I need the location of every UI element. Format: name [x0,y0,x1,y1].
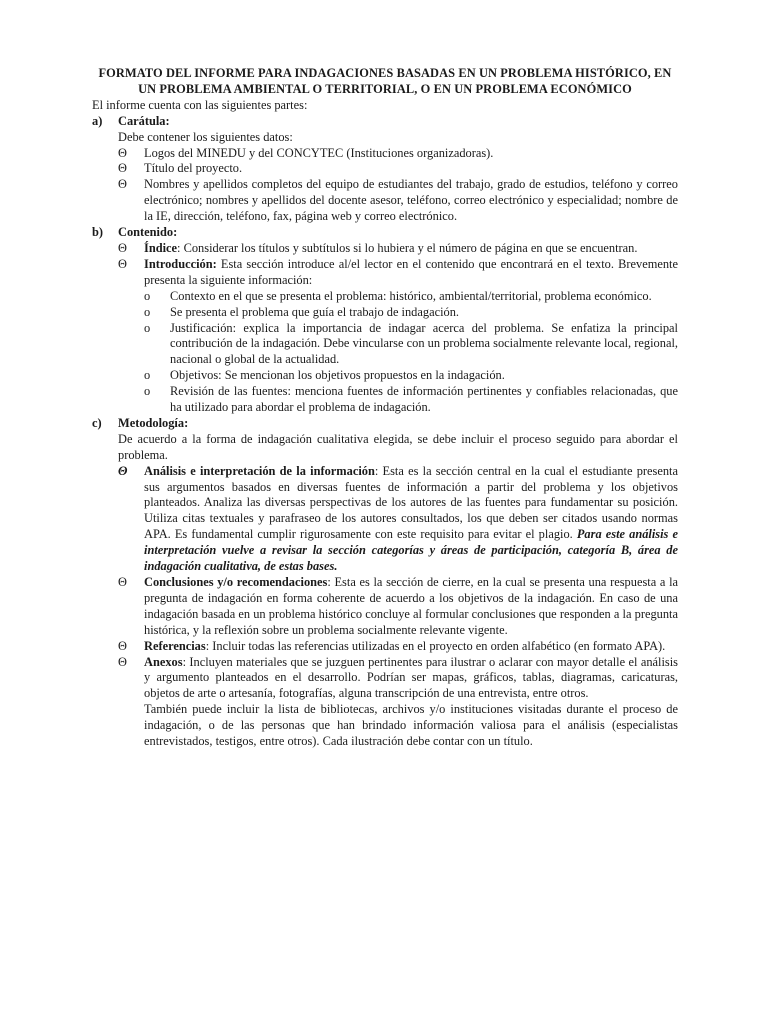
section-contenido [92,225,678,416]
o-bullet-icon: o [144,304,151,319]
emphasis-note: Para este análisis e interpretación vuelve a revisar la sección categorías y áreas de participación, categoría B, área de indagación cualitativa, de estas bases. [144,527,678,574]
list-item-text: Introducción: Esta sección introduce al/el lector en el contenido que encontrará en el texto. Brevemente presenta la siguiente información: o Contexto en el que se presenta el problema: histórico, ambiental/territorial, problema económico. o Se presenta el problema que guía el trabajo de indagación. o Justificación: explica la importancia de indagar acerca del problema. Se enfatiza la principal contribución de la indagación. Debe vincularse con un problema socialmente relevante local, regional, nacional o global de la actualidad. o Objetivos: Se mencionan los objetivos propuestos en la indagación. o Revisión de las fuentes: menciona fuentes de información pertinentes y confiables relacionadas, que ha utilizado para abordar el problema de indagación. [144,256,678,415]
sub-list-item [144,321,678,369]
section-caratula [92,114,678,225]
sub-list-item-text: Revisión de las fuentes: menciona fuentes de información pertinentes y confiables relacionadas, que ha utilizado para abordar el problema de indagación. [170,384,678,415]
sub-list-item-text: Justificación: explica la importancia de indagar acerca del problema. Se enfatiza la principal contribución de la indagación. Debe vincularse con un problema socialmente relevante local, regional, nacional o global de la actualidad. [170,320,678,367]
section-lead: Debe contener los siguientes datos: [118,129,293,144]
o-bullet-icon: o [144,320,151,335]
list-item [118,241,678,257]
term-anexos: Anexos [144,654,183,669]
sub-list-item [144,384,678,416]
list-item-text: Referencias: Incluir todas las referencias utilizadas en el proyecto en orden alfabético (en formato APA). [144,638,666,653]
theta-bullet-icon: Θ [118,638,127,653]
section-heading-text: Contenido: [118,225,178,240]
theta-bullet-icon: Θ [118,463,128,478]
o-bullet-icon: o [144,288,151,303]
list-item [118,464,678,575]
section-metodologia [92,416,678,750]
theta-bullet-icon: Θ [118,654,127,669]
list-item [118,146,678,162]
theta-bullet-icon: Θ [118,161,127,176]
o-bullet-icon: o [144,384,151,399]
section-heading [92,225,678,241]
sub-list-item [144,368,678,384]
theta-bullet-icon: Θ [118,240,127,255]
list-item-text: Logos del MINEDU y del CONCYTEC (Instituciones organizadoras). [144,145,494,160]
sub-list-item [144,305,678,321]
section-label: c) [92,415,102,430]
intro-line: El informe cuenta con las siguientes partes: [92,97,308,112]
list-item [118,575,678,639]
sub-list-item-text: Objetivos: Se mencionan los objetivos propuestos en la indagación. [170,368,505,383]
theta-bullet-icon: Θ [118,575,127,589]
document-page [92,66,678,750]
theta-bullet-icon: Θ [118,256,127,271]
list-item-text: Título del proyecto. [144,161,243,176]
document-title: FORMATO DEL INFORME PARA INDAGACIONES BASADAS EN UN PROBLEMA HISTÓRICO, EN UN PROBLEMA AMBIENTAL O TERRITORIAL, O EN UN PROBLEMA ECONÓMICO [98,66,672,96]
section-heading [92,416,678,432]
list-item-text: Conclusiones y/o recomendaciones: Esta es la sección de cierre, en la cual se presenta una respuesta a la pregunta de indagación en forma coherente de acuerdo a los objetivos de la indagación. En caso de una indagación basada en un problema histórico concluye al formular conclusiones que responden a la pregunta histórica, y la reflexión sobre un problema socialmente relevante vigente. [144,575,679,637]
section-lead: De acuerdo a la forma de indagación cualitativa elegida, se debe incluir el proceso seguido para abordar el problema. [118,431,678,462]
o-bullet-icon: o [144,368,151,383]
term-indice: Índice [144,240,178,255]
list-item [118,177,678,225]
theta-bullet-icon: Θ [118,177,127,192]
term-introduccion: Introducción: [144,256,217,271]
theta-bullet-icon: Θ [118,145,127,160]
sub-list [144,289,678,416]
term-conclusiones: Conclusiones y/o recomendaciones [144,575,328,589]
sub-list-item [144,289,678,305]
list-item-text: Análisis e interpretación de la información: Esta es la sección central en la cual el estudiante presenta sus argumentos basados en diversas fuentes de información a partir del problema y los objetivos planteados. Analiza las diversas perspectivas de los autores de las fuentes para fundamentar su posición. Utiliza citas textuales y parafraseo de los autores consultados, los que deben ser citados usando normas APA. Es fundamental cumplir rigurosamente con este requisito para evitar el plagio. Para este análisis e interpretación vuelve a revisar la sección categorías y áreas de participación, categoría B, área de indagación cualitativa, de estas bases. [144,463,679,574]
list-item-text: Nombres y apellidos completos del equipo de estudiantes del trabajo, grado de estudios, teléfono y correo electrónico; nombres y apellidos del docente asesor, teléfono, correo electrónico y especialidad; nombre de la IE, dirección, teléfono, fax, página web y correo electrónico. [144,177,678,224]
section-label: b) [92,225,104,240]
section-heading-text: Carátula: [118,113,170,128]
list-item [118,257,678,416]
list-item-text: Índice: Considerar los títulos y subtítulos si lo hubiera y el número de página en que se encuentran. [144,240,638,255]
list-item [118,161,678,177]
term-referencias: Referencias [144,638,206,653]
sub-list-item-text: Contexto en el que se presenta el problema: histórico, ambiental/territorial, problema económico. [170,288,652,303]
section-heading-text: Metodología: [118,415,189,430]
section-label: a) [92,113,103,128]
sub-list-item-text: Se presenta el problema que guía el trabajo de indagación. [170,304,460,319]
list-item [118,639,678,655]
term-analisis: Análisis e interpretación de la información [144,463,375,478]
anexos-extra-paragraph: También puede incluir la lista de bibliotecas, archivos y/o instituciones visitadas durante el proceso de indagación, o de las personas que han brindado información valiosa para el análisis (especialistas entrevistados, testigos, entre otros). Cada ilustración debe contar con un título. [144,702,678,749]
list-item [118,655,678,750]
list-item-text: Anexos: Incluyen materiales que se juzguen pertinentes para ilustrar o aclarar con mayor detalle el análisis y argumento planteados en el desarrollo. Podrían ser mapas, gráficos, tablas, diagramas, caricaturas, objetos de arte o artesanía, fotografías, alguna transcripción de una entrevista, entre otros. También puede incluir la lista de bibliotecas, archivos y/o instituciones visitadas durante el proceso de indagación, o de las personas que han brindado información valiosa para el análisis (especialistas entrevistados, testigos, entre otros). Cada ilustración debe contar con un título. [144,654,678,749]
section-heading [92,114,678,130]
